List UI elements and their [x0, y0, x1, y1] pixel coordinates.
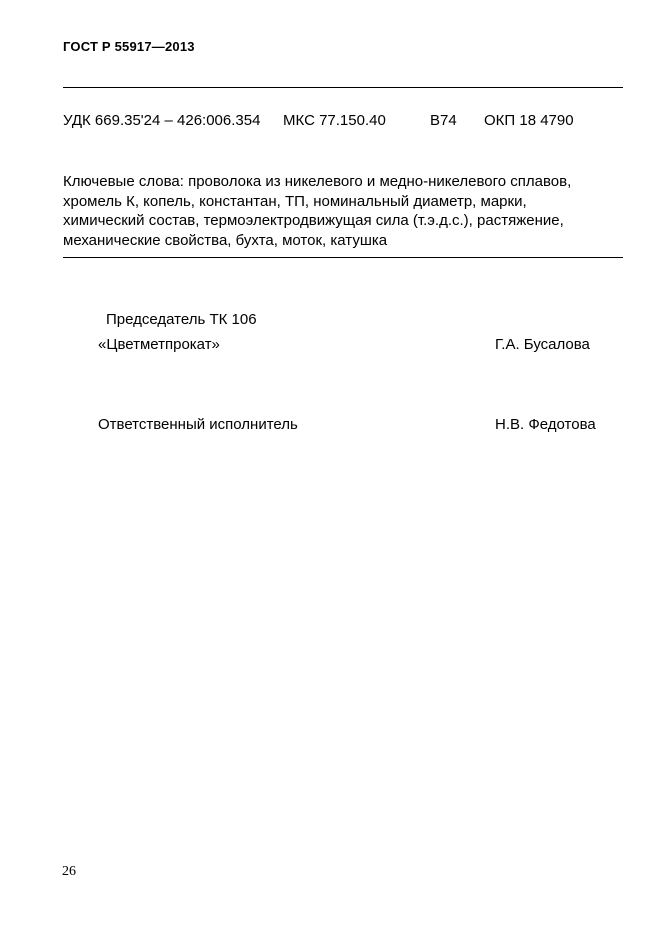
keywords-line: хромель К, копель, константан, ТП, номинальный диаметр, марки, — [63, 192, 527, 210]
keywords-paragraph — [63, 172, 628, 250]
mks-code: МКС 77.150.40 — [283, 112, 386, 129]
keywords-line: химический состав, термоэлектродвижущая сила (т.э.д.с.), растяжение, — [63, 212, 564, 229]
keywords-line: Ключевые слова: проволока из никелевого и медно-никелевого сплавов, — [63, 173, 572, 190]
okp-code: ОКП 18 4790 — [484, 112, 574, 129]
top-divider — [63, 87, 623, 88]
chairman-title-line2: «Цветметпрокат» — [98, 336, 220, 353]
chairman-title-line1: Председатель ТК 106 — [106, 311, 257, 328]
udk-code: УДК 669.35'24 – 426:006.354 — [63, 112, 261, 129]
keywords-line: механические свойства, бухта, моток, катушка — [63, 231, 388, 249]
page-number: 26 — [62, 864, 76, 879]
executor-title: Ответственный исполнитель — [98, 416, 298, 433]
executor-name: Н.В. Федотова — [495, 416, 596, 433]
chairman-name: Г.А. Бусалова — [495, 336, 590, 353]
classification-row — [63, 112, 623, 132]
document-header: ГОСТ Р 55917—2013 — [63, 39, 195, 54]
category-code: В74 — [430, 112, 457, 129]
bottom-divider — [63, 257, 623, 258]
